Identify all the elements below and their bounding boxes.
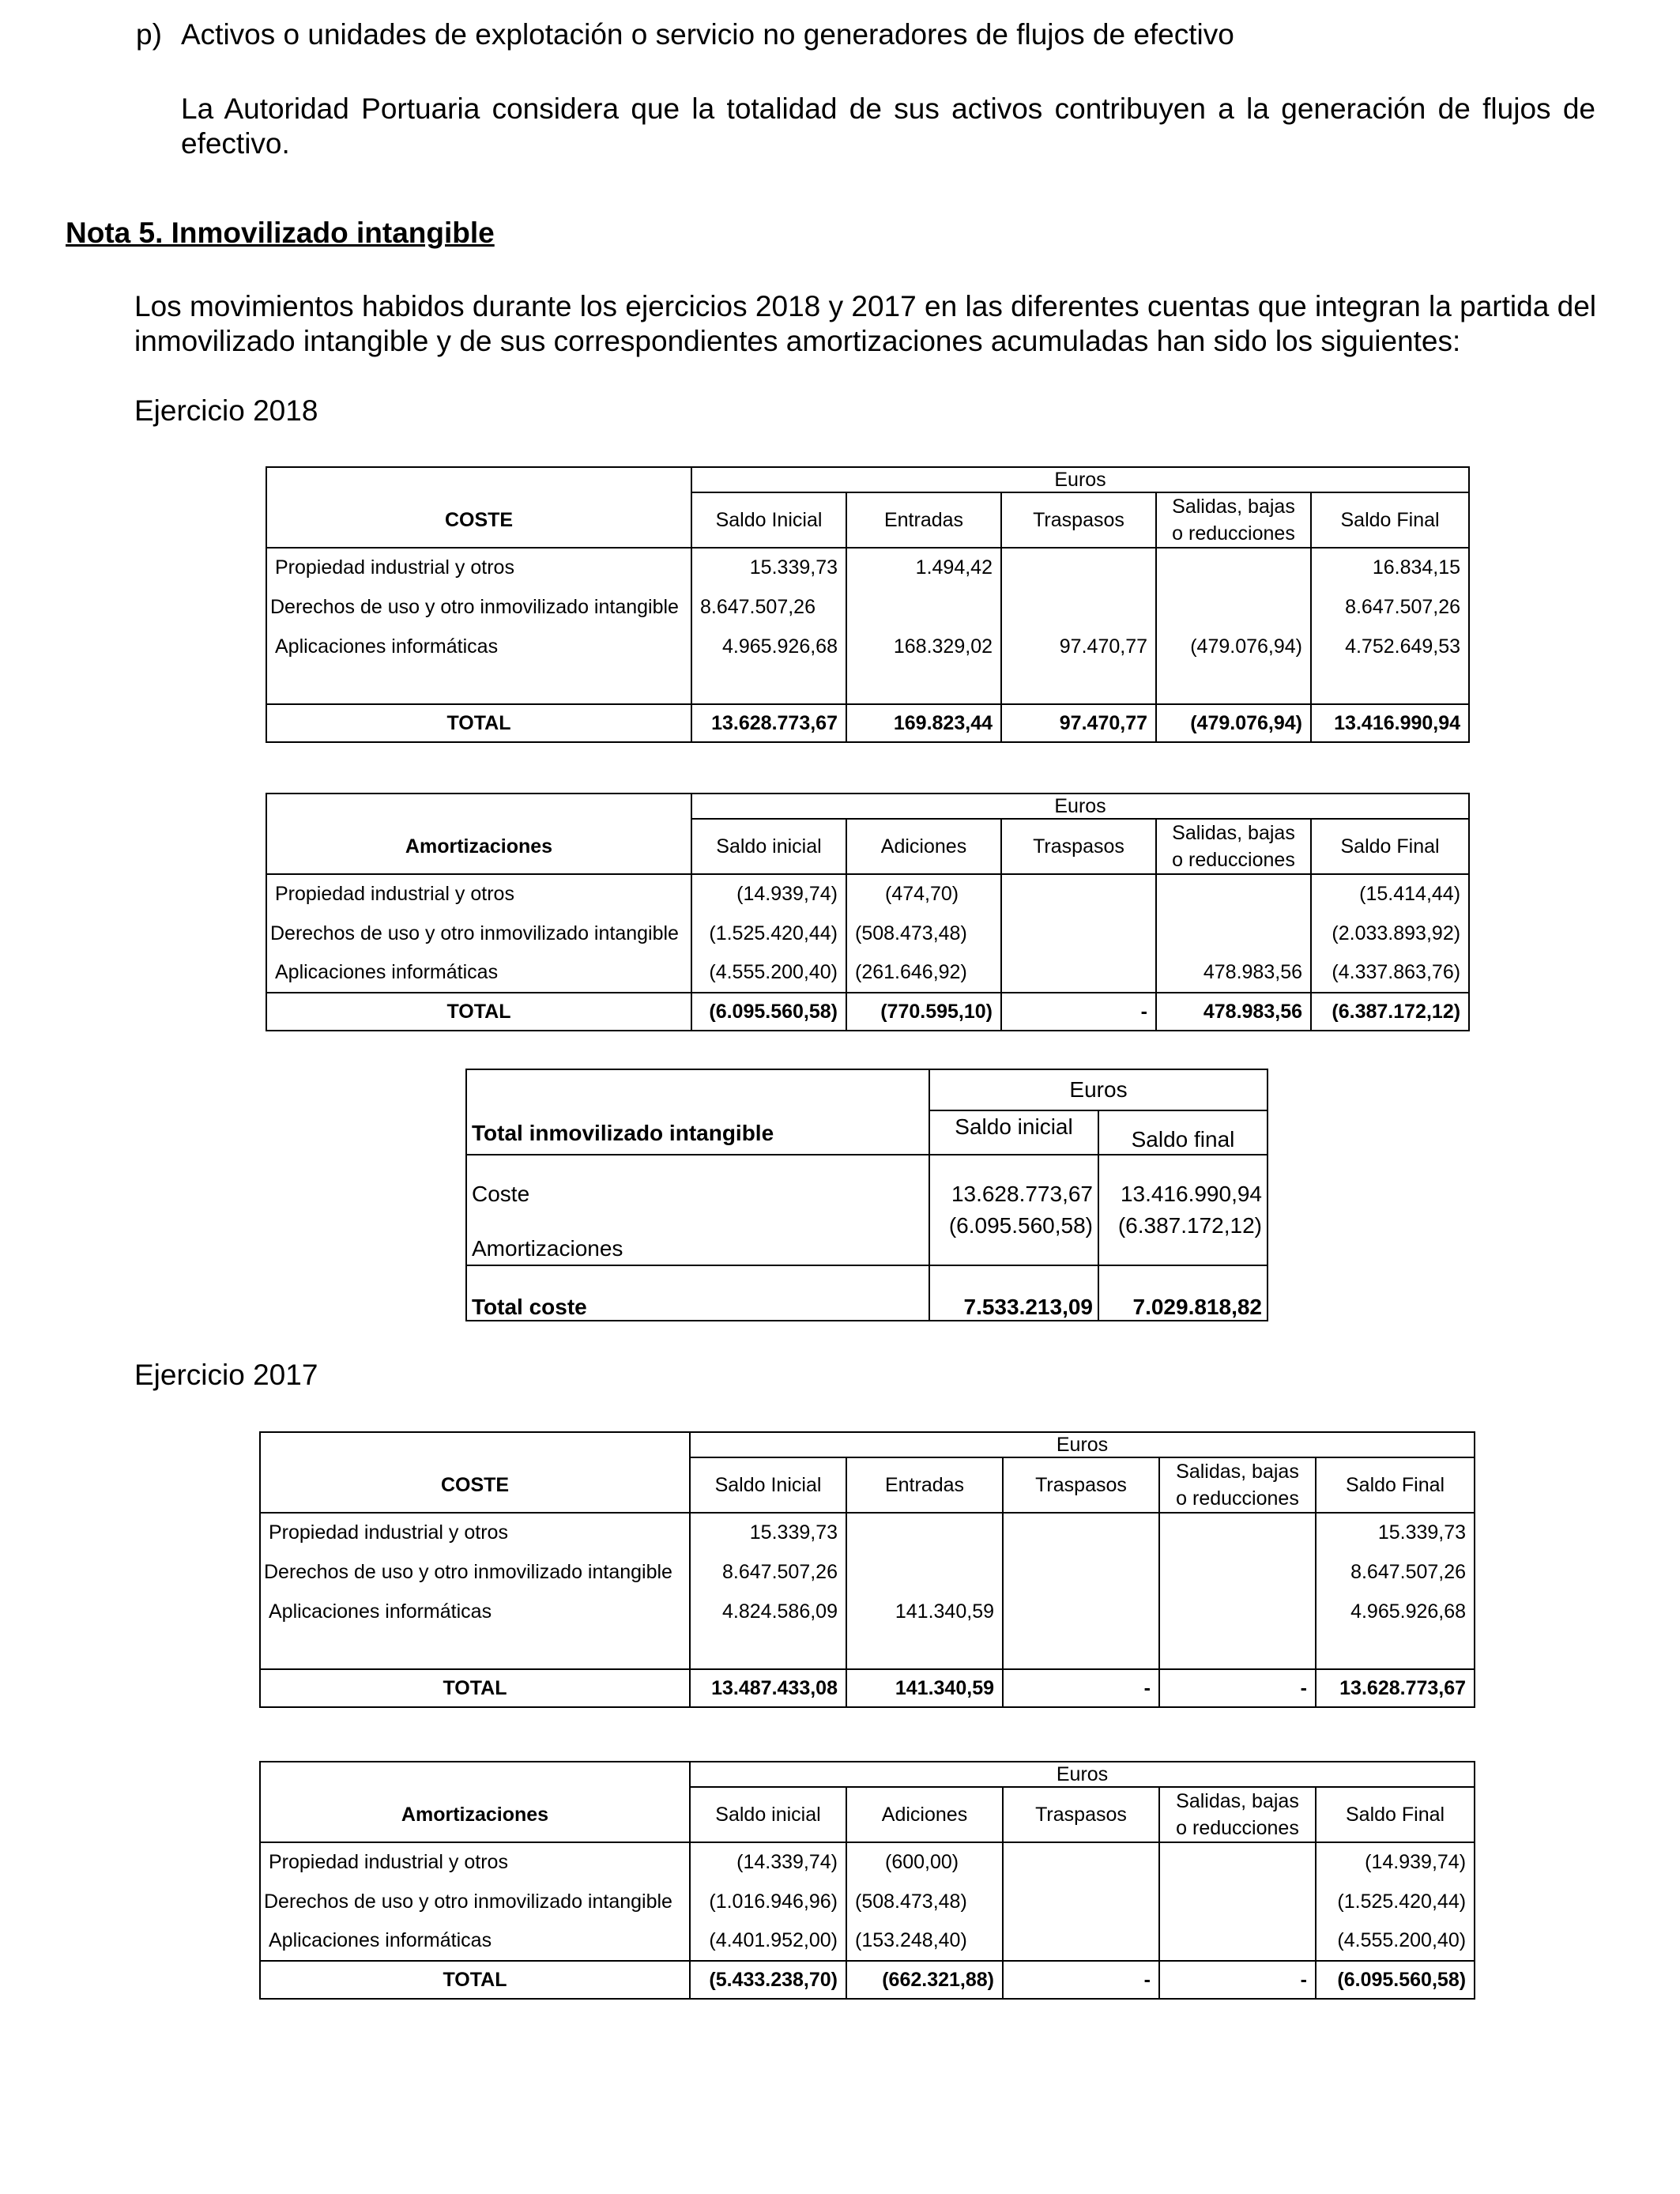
cell: [1001, 548, 1156, 587]
cell: (479.076,94): [1156, 704, 1311, 742]
row-label: Propiedad industrial y otros: [266, 874, 691, 914]
cell: [1156, 874, 1311, 914]
nota5-intro: Los movimientos habidos durante los ejercicios 2018 y 2017 en las diferentes cuentas que integran la partida del inmovilizado intangible y de sus correspondientes amortizaciones acumuladas han sido los siguientes:: [134, 290, 1596, 357]
col-saldo-inicial: Saldo Inicial: [690, 1457, 846, 1513]
cell: 141.340,59: [846, 1669, 1003, 1707]
cell: [1003, 1842, 1159, 1882]
coste-title: COSTE: [260, 1432, 690, 1513]
cell: 97.470,77: [1001, 627, 1156, 666]
table-row: [266, 627, 1469, 666]
cell: -: [1003, 1669, 1159, 1707]
cell: (4.337.863,76): [1311, 953, 1469, 993]
cell: -: [1159, 1961, 1316, 1999]
amort-title: Amortizaciones: [266, 794, 691, 874]
cell: (662.321,88): [846, 1961, 1003, 1999]
row-label: Derechos de uso y otro inmovilizado intangible: [260, 1882, 690, 1921]
col-salidas: Salidas, bajas o reducciones: [1159, 1457, 1316, 1513]
row-label: Aplicaciones informáticas: [266, 627, 691, 666]
table-row: [260, 1882, 1475, 1921]
section-p-title: Activos o unidades de explotación o servicio no generadores de flujos de efectivo: [181, 18, 1234, 51]
cell: 4.965.926,68: [691, 627, 846, 666]
euros-header: Euros: [691, 794, 1469, 819]
cell: [1159, 1552, 1316, 1592]
table-2018-total-inmovilizado: [465, 1069, 1268, 1321]
row-label: Aplicaciones informáticas: [260, 1592, 690, 1631]
table-2018-coste: [266, 466, 1470, 743]
table-row: [260, 1513, 1475, 1552]
cell: [846, 1513, 1003, 1552]
cell: (6.095.560,58): [929, 1212, 1098, 1265]
cell: [846, 1552, 1003, 1592]
cell: [1003, 1513, 1159, 1552]
cell: (14.939,74): [691, 874, 846, 914]
cell: [1001, 914, 1156, 953]
cell: (261.646,92): [846, 953, 1001, 993]
cell: [1001, 953, 1156, 993]
col-traspasos: Traspasos: [1003, 1787, 1159, 1842]
col-adiciones: Adiciones: [846, 819, 1001, 874]
table-row: [266, 874, 1469, 914]
row-label: Derechos de uso y otro inmovilizado intangible: [260, 1552, 690, 1592]
cell: (1.525.420,44): [691, 914, 846, 953]
cell: [1156, 914, 1311, 953]
total-label: Total coste: [466, 1265, 929, 1321]
cell: 1.494,42: [846, 548, 1001, 587]
cell: (4.401.952,00): [690, 1921, 846, 1961]
cell: -: [1159, 1669, 1316, 1707]
table-total-row: [266, 704, 1469, 742]
table-2018-amortizaciones: [266, 793, 1470, 1031]
table-row: [266, 953, 1469, 993]
cell: 8.647.507,26: [1316, 1552, 1475, 1592]
table-row-spacer: [260, 1631, 1475, 1669]
table-row: [266, 548, 1469, 587]
col-saldo-final: Saldo Final: [1316, 1457, 1475, 1513]
cell: 4.752.649,53: [1311, 627, 1469, 666]
col-salidas: Salidas, bajas o reducciones: [1156, 492, 1311, 548]
cell: (6.095.560,58): [691, 993, 846, 1031]
cell: 13.416.990,94: [1311, 704, 1469, 742]
table-row: [260, 1552, 1475, 1592]
cell: 168.329,02: [846, 627, 1001, 666]
table-total-row: [260, 1669, 1475, 1707]
col-saldo-inicial: Saldo inicial: [929, 1110, 1098, 1155]
row-label: Derechos de uso y otro inmovilizado intangible: [266, 587, 691, 627]
col-traspasos: Traspasos: [1001, 492, 1156, 548]
cell: (2.033.893,92): [1311, 914, 1469, 953]
section-p-marker: p): [136, 18, 162, 51]
table-2017-amortizaciones: [259, 1761, 1475, 2000]
cell: [1001, 874, 1156, 914]
col-salidas: Salidas, bajas o reducciones: [1159, 1787, 1316, 1842]
cell: (14.939,74): [1316, 1842, 1475, 1882]
cell: (600,00): [846, 1842, 1003, 1882]
table-row: [266, 587, 1469, 627]
total-label: TOTAL: [260, 1669, 690, 1707]
ejercicio-2018-label: Ejercicio 2018: [134, 394, 318, 427]
cell: 4.965.926,68: [1316, 1592, 1475, 1631]
nota5-heading: Nota 5. Inmovilizado intangible: [66, 217, 495, 249]
table-row: [466, 1212, 1268, 1265]
cell: (1.016.946,96): [690, 1882, 846, 1921]
col-entradas: Entradas: [846, 1457, 1003, 1513]
cell: (14.339,74): [690, 1842, 846, 1882]
table-row: [260, 1842, 1475, 1882]
col-saldo-final: Saldo Final: [1316, 1787, 1475, 1842]
col-entradas: Entradas: [846, 492, 1001, 548]
cell: 97.470,77: [1001, 704, 1156, 742]
euros-header: Euros: [690, 1432, 1475, 1457]
amort-title: Amortizaciones: [260, 1762, 690, 1842]
cell: (4.555.200,40): [1316, 1921, 1475, 1961]
total-label: TOTAL: [260, 1961, 690, 1999]
summary-title: Total inmovilizado intangible: [466, 1069, 929, 1155]
row-label: Coste: [466, 1155, 929, 1212]
cell: (474,70): [846, 874, 1001, 914]
col-salidas: Salidas, bajas o reducciones: [1156, 819, 1311, 874]
col-saldo-inicial: Saldo Inicial: [691, 492, 846, 548]
cell: (770.595,10): [846, 993, 1001, 1031]
col-saldo-inicial: Saldo inicial: [690, 1787, 846, 1842]
table-total-row: [266, 993, 1469, 1031]
table-row-spacer: [266, 666, 1469, 704]
cell: [1156, 587, 1311, 627]
row-label: Aplicaciones informáticas: [266, 953, 691, 993]
cell: (479.076,94): [1156, 627, 1311, 666]
table-2017-coste: [259, 1431, 1475, 1708]
col-adiciones: Adiciones: [846, 1787, 1003, 1842]
col-traspasos: Traspasos: [1001, 819, 1156, 874]
cell: 13.628.773,67: [1316, 1669, 1475, 1707]
cell: [1159, 1592, 1316, 1631]
ejercicio-2017-label: Ejercicio 2017: [134, 1359, 318, 1391]
table-total-row: [260, 1961, 1475, 1999]
cell: [1003, 1921, 1159, 1961]
cell: [1159, 1882, 1316, 1921]
row-label: Aplicaciones informáticas: [260, 1921, 690, 1961]
cell: 13.628.773,67: [691, 704, 846, 742]
total-label: TOTAL: [266, 993, 691, 1031]
col-saldo-final: Saldo final: [1098, 1110, 1268, 1155]
cell: (1.525.420,44): [1316, 1882, 1475, 1921]
cell: 13.628.773,67: [929, 1155, 1098, 1212]
cell: (6.387.172,12): [1098, 1212, 1268, 1265]
table-row: [266, 914, 1469, 953]
col-saldo-inicial: Saldo inicial: [691, 819, 846, 874]
coste-title: COSTE: [266, 467, 691, 548]
cell: [1003, 1552, 1159, 1592]
cell: 478.983,56: [1156, 953, 1311, 993]
cell: 13.487.433,08: [690, 1669, 846, 1707]
cell: (508.473,48): [846, 1882, 1003, 1921]
cell: 141.340,59: [846, 1592, 1003, 1631]
row-label: Derechos de uso y otro inmovilizado intangible: [266, 914, 691, 953]
row-label: Propiedad industrial y otros: [260, 1842, 690, 1882]
cell: -: [1001, 993, 1156, 1031]
cell: (6.095.560,58): [1316, 1961, 1475, 1999]
euros-header: Euros: [929, 1069, 1268, 1110]
cell: -: [1003, 1961, 1159, 1999]
cell: 7.029.818,82: [1098, 1265, 1268, 1321]
col-saldo-final: Saldo Final: [1311, 492, 1469, 548]
cell: (4.555.200,40): [691, 953, 846, 993]
cell: [1159, 1842, 1316, 1882]
cell: (6.387.172,12): [1311, 993, 1469, 1031]
cell: 15.339,73: [691, 548, 846, 587]
col-traspasos: Traspasos: [1003, 1457, 1159, 1513]
cell: (15.414,44): [1311, 874, 1469, 914]
row-label: Amortizaciones: [466, 1212, 929, 1265]
total-label: TOTAL: [266, 704, 691, 742]
cell: (153.248,40): [846, 1921, 1003, 1961]
cell: 16.834,15: [1311, 548, 1469, 587]
cell: [1003, 1592, 1159, 1631]
table-row: [260, 1921, 1475, 1961]
table-row: [466, 1155, 1268, 1212]
row-label: Propiedad industrial y otros: [260, 1513, 690, 1552]
cell: 8.647.507,26: [691, 587, 846, 627]
euros-header: Euros: [691, 467, 1469, 492]
col-saldo-final: Saldo Final: [1311, 819, 1469, 874]
cell: [1001, 587, 1156, 627]
cell: 15.339,73: [690, 1513, 846, 1552]
cell: 8.647.507,26: [1311, 587, 1469, 627]
cell: [1159, 1921, 1316, 1961]
cell: 13.416.990,94: [1098, 1155, 1268, 1212]
euros-header: Euros: [690, 1762, 1475, 1787]
table-row: [260, 1592, 1475, 1631]
cell: [846, 587, 1001, 627]
cell: [1159, 1513, 1316, 1552]
cell: 169.823,44: [846, 704, 1001, 742]
section-p-body: La Autoridad Portuaria considera que la totalidad de sus activos contribuyen a la generación de flujos de efectivo.: [181, 92, 1595, 160]
cell: [1156, 548, 1311, 587]
row-label: Propiedad industrial y otros: [266, 548, 691, 587]
cell: 8.647.507,26: [690, 1552, 846, 1592]
cell: 4.824.586,09: [690, 1592, 846, 1631]
table-total-row: [466, 1265, 1268, 1321]
cell: [1003, 1882, 1159, 1921]
cell: 7.533.213,09: [929, 1265, 1098, 1321]
cell: (5.433.238,70): [690, 1961, 846, 1999]
cell: 15.339,73: [1316, 1513, 1475, 1552]
cell: (508.473,48): [846, 914, 1001, 953]
cell: 478.983,56: [1156, 993, 1311, 1031]
